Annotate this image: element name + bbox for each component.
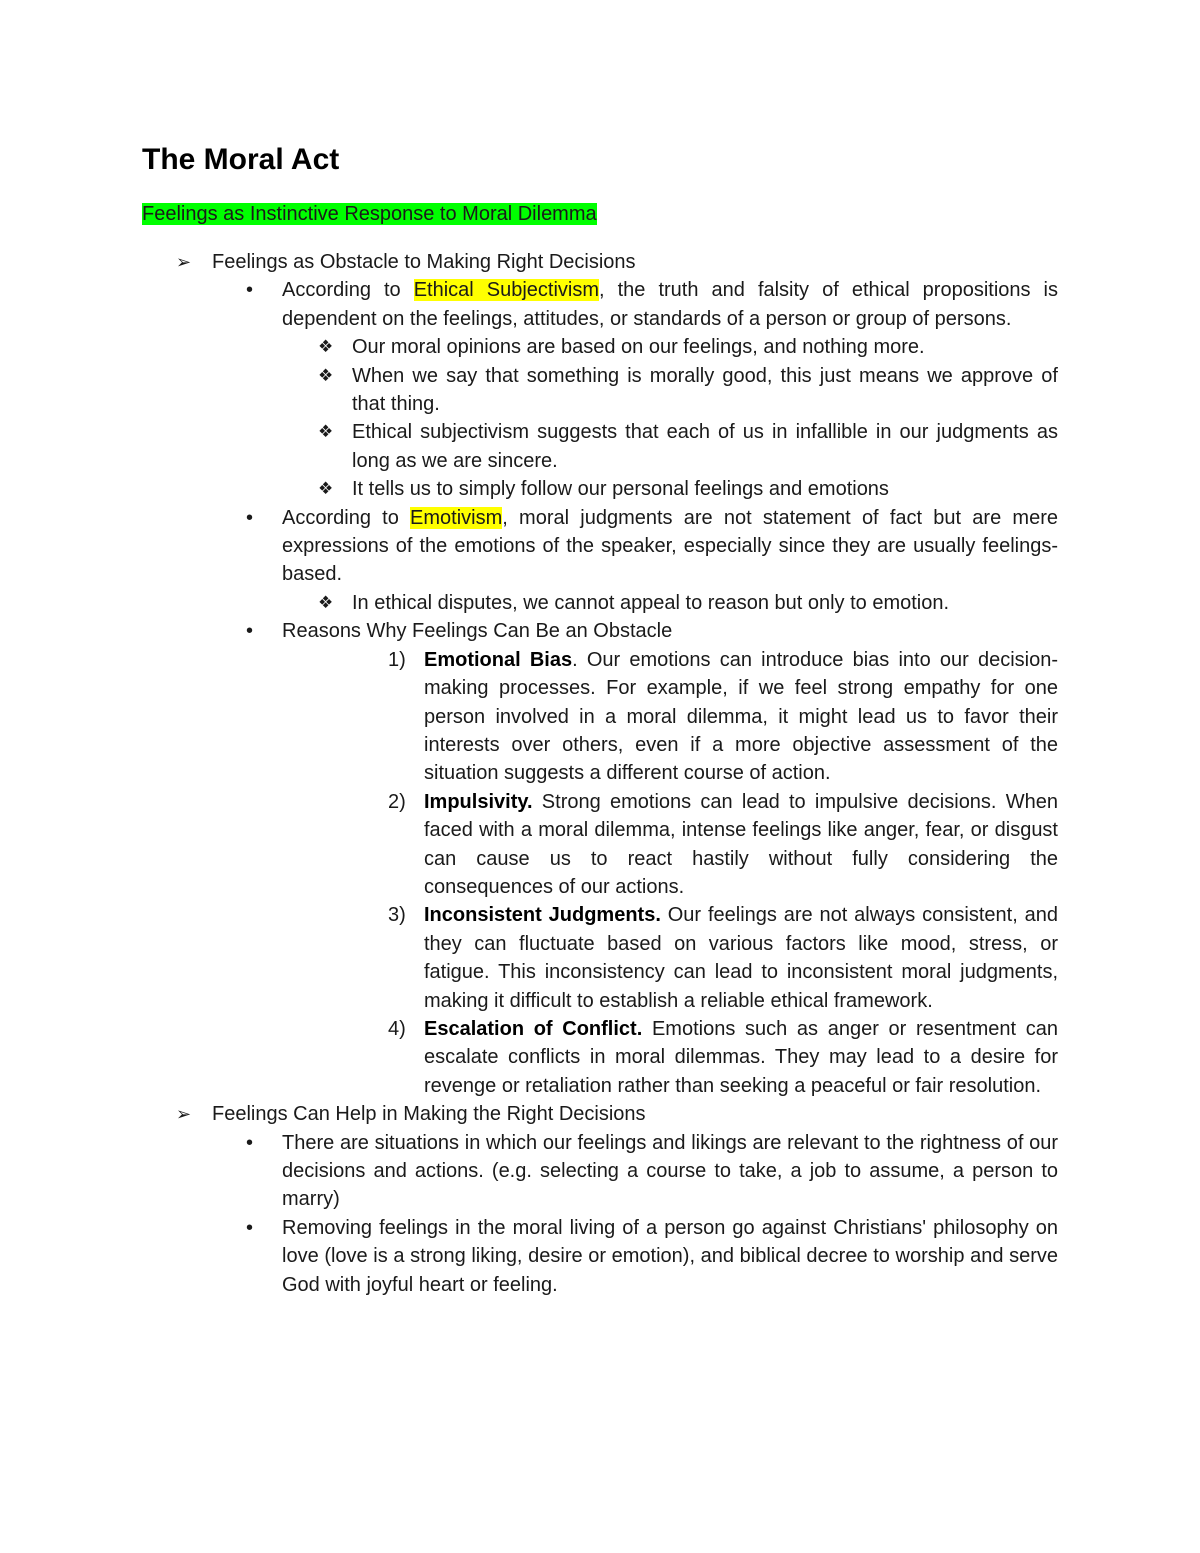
text: It tells us to simply follow our personal feelings and emotions [352, 478, 889, 501]
text: Ethical subjectivism suggests that each of us in infallible in our judgments as long as we are sincere. [352, 421, 1058, 472]
bullet-icon: • [246, 506, 254, 529]
highlighted-term: Emotivism [410, 506, 503, 529]
list-item-reasons [142, 617, 1058, 645]
text: Removing feelings in the moral living of a person go against Christians' philosophy on love (love is a strong liking, desire or emotion), and biblical decree to worship and serve God with joyful heart or feeling. [282, 1216, 1058, 1296]
highlighted-term: Ethical Subjectivism [413, 279, 600, 302]
list-item [142, 589, 1058, 617]
text: According to [282, 279, 414, 302]
arrow-bullet-icon: ➢ [176, 252, 192, 272]
text: When we say that something is morally good, this just means we approve of that thing. [352, 364, 1058, 416]
bold-term: Impulsivity. [424, 790, 533, 813]
bullet-icon: ❖ [318, 365, 334, 385]
list-item [142, 1214, 1058, 1299]
text: , the truth and falsity of ethical propositions is dependent on the feelings, attitudes, or standards of a person or group of persons. [282, 279, 1058, 330]
heading-text: Feelings Can Help in Making the Right Decisions [212, 1103, 646, 1126]
bullet-icon: ❖ [318, 479, 334, 499]
section-heading-highlight: Feelings as Instinctive Response to Moral Dilemma [142, 203, 597, 225]
document-page [142, 140, 1058, 1299]
numbered-item [142, 646, 1058, 788]
text: Our moral opinions are based on our feelings, and nothing more. [352, 336, 925, 359]
section-heading [142, 200, 1058, 228]
bullet-icon: 1) [388, 648, 406, 671]
text: , moral judgments are not statement of fact but are mere expressions of the emotions of the speaker, especially since they are usually feelings-based. [282, 506, 1058, 586]
list-item-emotivism [142, 504, 1058, 589]
text: Strong emotions can lead to impulsive decisions. When faced with a moral dilemma, intense feelings like anger, fear, or disgust can cause us to react hastily without fully considering the consequences of our actions. [424, 790, 1058, 898]
text: . Our emotions can introduce bias into our decision-making processes. For example, if we feel strong empathy for one person involved in a moral dilemma, it might lead us to favor their interests over others, even if a more objective assessment of the situation suggests a different course of action. [424, 648, 1058, 785]
text: Emotions such as anger or resentment can escalate conflicts in moral dilemmas. They may lead to a desire for revenge or retaliation rather than seeking a peaceful or fair resolution. [424, 1017, 1058, 1097]
bullet-icon: 4) [388, 1017, 406, 1040]
text: There are situations in which our feelings and likings are relevant to the rightness of our decisions and actions. (e.g. selecting a course to take, a job to assume, a person to marry) [282, 1131, 1058, 1211]
list-item [142, 362, 1058, 419]
list-item [142, 1129, 1058, 1214]
bullet-icon: ❖ [318, 422, 334, 442]
bold-term: Emotional Bias [424, 648, 573, 671]
bold-term: Escalation of Conflict. [424, 1017, 643, 1040]
list-item [142, 418, 1058, 475]
bullet-icon: • [246, 1216, 254, 1239]
heading-text: Feelings as Obstacle to Making Right Decisions [212, 251, 636, 273]
bullet-icon: • [246, 279, 254, 302]
numbered-item [142, 1015, 1058, 1100]
list-item-obstacle [142, 248, 1058, 276]
numbered-item [142, 901, 1058, 1015]
arrow-bullet-icon: ➢ [176, 1104, 192, 1125]
bullet-icon: • [246, 1131, 254, 1154]
text: In ethical disputes, we cannot appeal to reason but only to emotion. [352, 591, 950, 614]
list-item [142, 475, 1058, 503]
list-item [142, 333, 1058, 361]
bullet-icon: ❖ [318, 592, 334, 612]
bullet-icon: 2) [388, 790, 406, 813]
list-item-help [142, 1100, 1058, 1128]
text: According to [282, 506, 411, 529]
list-item-subjectivism [142, 276, 1058, 333]
text: Reasons Why Feelings Can Be an Obstacle [282, 620, 673, 643]
text: Our feelings are not always consistent, and they can fluctuate based on various factors like mood, stress, or fatigue. This inconsistency can lead to inconsistent moral judgments, making it difficult to establish a reliable ethical framework. [424, 904, 1058, 1012]
numbered-item [142, 788, 1058, 902]
bullet-icon: 3) [388, 904, 406, 927]
page-title: The Moral Act [142, 143, 340, 176]
bold-term: Inconsistent Judgments. [424, 904, 661, 927]
bullet-icon: ❖ [318, 337, 334, 357]
bullet-icon: • [246, 620, 254, 643]
